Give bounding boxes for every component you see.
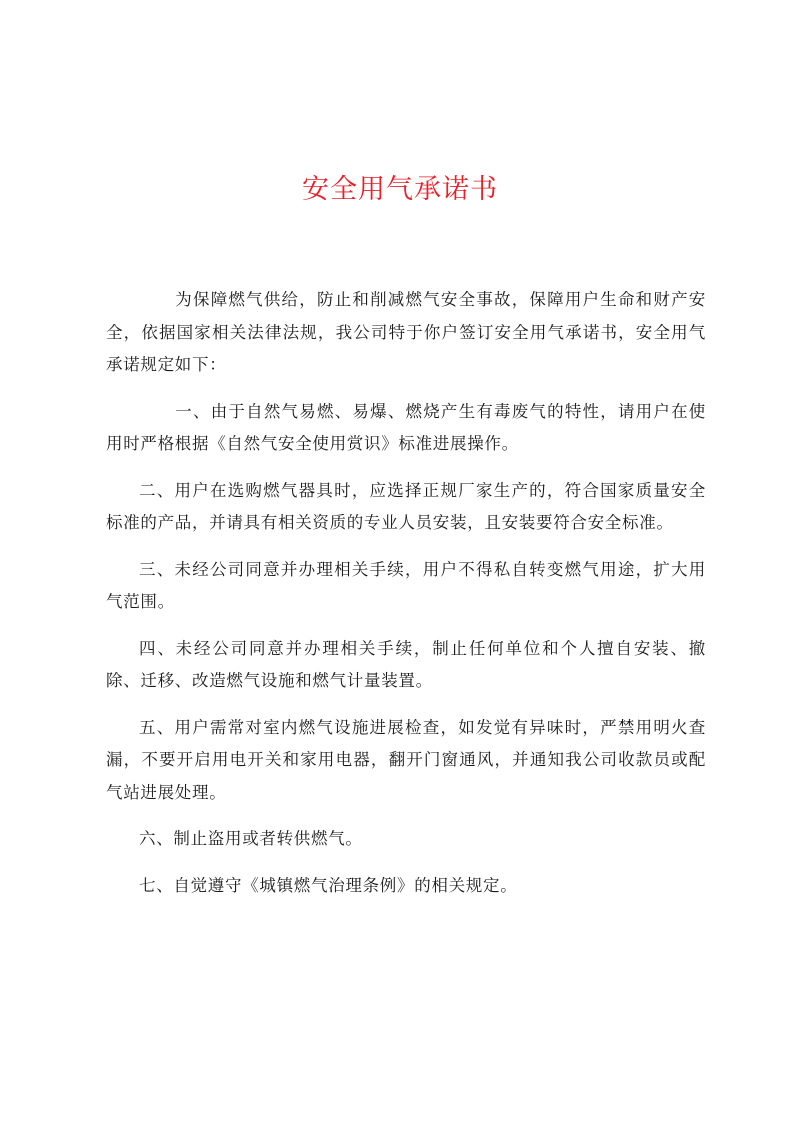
clause-1-paragraph: 一、由于自然气易燃、易爆、燃烧产生有毒废气的特性，请用户在使用时严格根据《自然气安全使用赏识》标准进展操作。	[106, 401, 706, 453]
clause-7-paragraph: 七、自觉遵守《城镇燃气治理条例》的相关规定。	[139, 875, 518, 895]
clause-3-paragraph: 三、未经公司同意并办理相关手续，用户不得私自转变燃气用途，扩大用气范围。	[106, 559, 706, 611]
document-title: 安全用气承诺书	[302, 174, 498, 205]
intro-paragraph: 为保障燃气供给，防止和削减燃气安全事故，保障用户生命和财产安全，依据国家相关法律法规，我公司特于你户签订安全用气承诺书，安全用气承诺规定如下：	[106, 290, 706, 374]
document-body	[106, 284, 706, 916]
clause-2-paragraph: 二、用户在选购燃气器具时，应选择正规厂家生产的，符合国家质量安全标准的产品，并请具有相关资质的专业人员安装，且安装要符合安全标准。	[106, 480, 706, 532]
clause-6-paragraph: 六、制止盗用或者转供燃气。	[139, 829, 363, 848]
clause-4-paragraph: 四、未经公司同意并办理相关手续，制止任何单位和个人擅自安装、撤除、迁移、改造燃气设施和燃气计量装置。	[106, 638, 706, 690]
clause-5-paragraph: 五、用户需常对室内燃气设施进展检查，如发觉有异味时，严禁用明火查漏，不要开启用电开关和家用电器，翻开门窗通风，并通知我公司收款员或配气站进展处理。	[106, 717, 706, 802]
